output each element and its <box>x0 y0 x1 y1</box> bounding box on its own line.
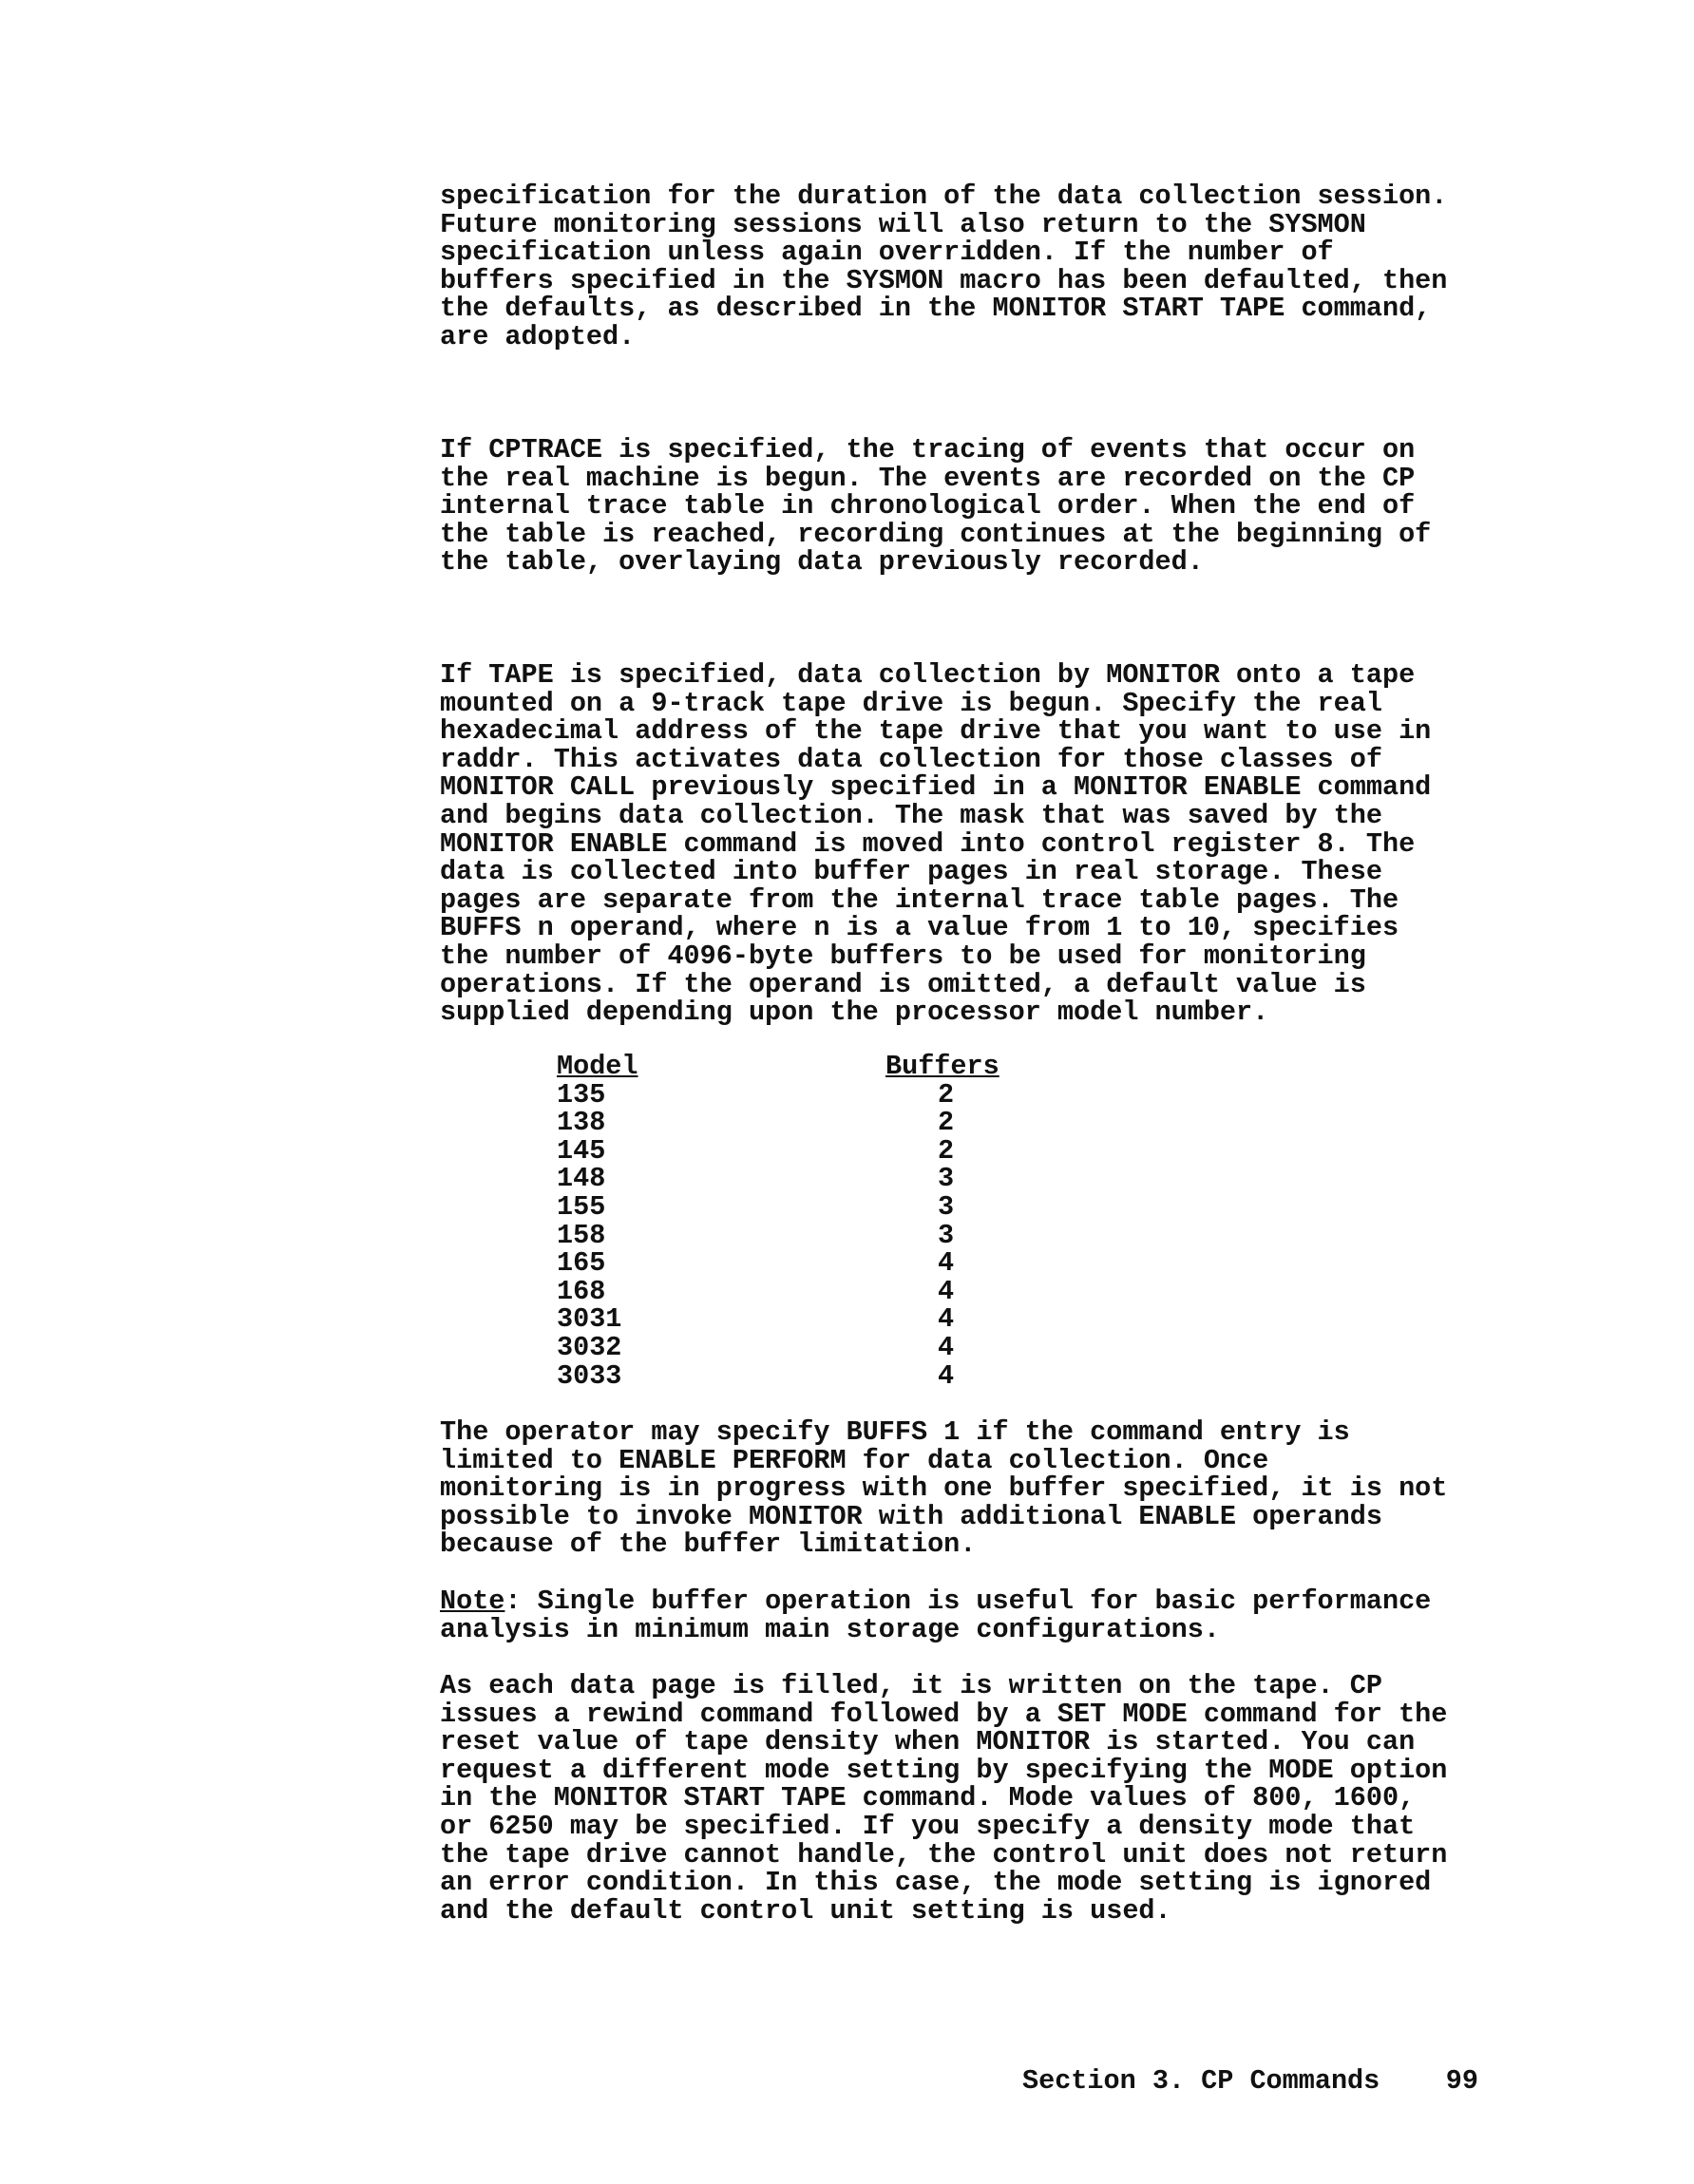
table-body <box>557 1078 1071 1392</box>
table-cell-buffers: 3 <box>938 1219 955 1251</box>
table-cell-model: 145 <box>557 1134 606 1167</box>
table-row <box>557 1109 1071 1137</box>
table-cell-model: 158 <box>557 1219 606 1251</box>
footer-section-title: Section 3. CP Commands <box>1022 2065 1380 2097</box>
table-cell-buffers: 4 <box>938 1303 955 1336</box>
paragraph-data-page-mode: As each data page is filled, it is written on the tape. CP issues a rewind command followed by a SET MODE command for the reset value of tape density when MONITOR is started. You can request a different mode setting by specifying the MODE option in the MONITOR START TAPE command. Mode values of 800, 1600, or 6250 may be specified. If you specify a density mode that the tape drive cannot handle, the control unit does not return an error condition. In this case, the mode setting is ignored and the default control unit setting is used. <box>440 1670 1448 1927</box>
table-cell-model: 168 <box>557 1275 606 1307</box>
paragraph-tape: If TAPE is specified, data collection by MONITOR onto a tape mounted on a 9-track tape drive is begun. Specify the real hexadecimal address of the tape drive that you want to use in raddr. This activates data collection for those classes of MONITOR CALL previously specified in a MONITOR ENABLE command and begins data collection. The mask that was saved by the MONITOR ENABLE command is moved into control register 8. The data is collected into buffer pages in real storage. These pages are separate from the internal trace table pages. The BUFFS n operand, where n is a value from 1 to 10, specifies the number of 4096-byte buffers to be used for monitoring operations. If the operand is omitted, a default value is supplied depending upon the processor model number. <box>440 659 1432 1029</box>
table-row <box>557 1190 1071 1223</box>
table-row <box>557 1249 1071 1278</box>
table-cell-model: 148 <box>557 1163 606 1195</box>
table-cell-model: 135 <box>557 1078 606 1111</box>
table-cell-buffers: 3 <box>938 1163 955 1195</box>
table-cell-buffers: 2 <box>938 1134 955 1167</box>
table-cell-buffers: 3 <box>938 1190 955 1223</box>
table-row <box>557 1305 1071 1334</box>
table-row <box>557 1165 1071 1193</box>
table-cell-model: 138 <box>557 1107 606 1139</box>
model-buffers-table <box>557 1053 1071 1390</box>
table-cell-model: 3032 <box>557 1331 622 1363</box>
table-header-buffers: Buffers <box>885 1051 999 1082</box>
table-row <box>557 1134 1071 1167</box>
footer-page-number: 99 <box>1445 2065 1478 2097</box>
note-text: : Single buffer operation is useful for basic performance analysis in minimum main storage configurations. <box>440 1586 1432 1645</box>
table-header-row <box>557 1053 1071 1081</box>
table-cell-buffers: 2 <box>938 1107 955 1139</box>
table-cell-buffers: 2 <box>938 1078 955 1111</box>
table-cell-model: 3031 <box>557 1303 622 1336</box>
table-row <box>557 1331 1071 1363</box>
table-cell-buffers: 4 <box>938 1247 955 1280</box>
paragraph-buffs-operator: The operator may specify BUFFS 1 if the command entry is limited to ENABLE PERFORM for data collection. Once monitoring is in progress with one buffer specified, it is not possible to invoke MONITOR with additional ENABLE operands because of the buffer limitation. <box>440 1416 1448 1561</box>
table-header-model: Model <box>557 1051 638 1082</box>
table-row <box>557 1078 1071 1111</box>
table-cell-buffers: 4 <box>938 1359 955 1392</box>
table-cell-buffers: 4 <box>938 1275 955 1307</box>
page-footer <box>1022 2067 1478 2096</box>
paragraph-sysmon-specification: specification for the duration of the data collection session. Future monitoring sessions will also return to the SYSMON specification unless again overridden. If the number of buffers specified in the SYSMON macro has been defaulted, then the defaults, as described in the MONITOR START TAPE command, are adopted. <box>440 180 1448 352</box>
paragraph-note <box>440 1587 1475 1643</box>
paragraph-cptrace: If CPTRACE is specified, the tracing of events that occur on the real machine is begun. The events are recorded on the CP internal trace table in chronological order. When the end of the table is reached, recording continues at the beginning of the table, overlaying data previously recorded. <box>440 434 1432 579</box>
table-row <box>557 1219 1071 1251</box>
note-label: Note <box>440 1586 505 1617</box>
table-cell-model: 165 <box>557 1247 606 1280</box>
table-row <box>557 1359 1071 1392</box>
table-row <box>557 1275 1071 1307</box>
table-cell-model: 3033 <box>557 1359 622 1392</box>
table-cell-model: 155 <box>557 1190 606 1223</box>
table-cell-buffers: 4 <box>938 1331 955 1363</box>
